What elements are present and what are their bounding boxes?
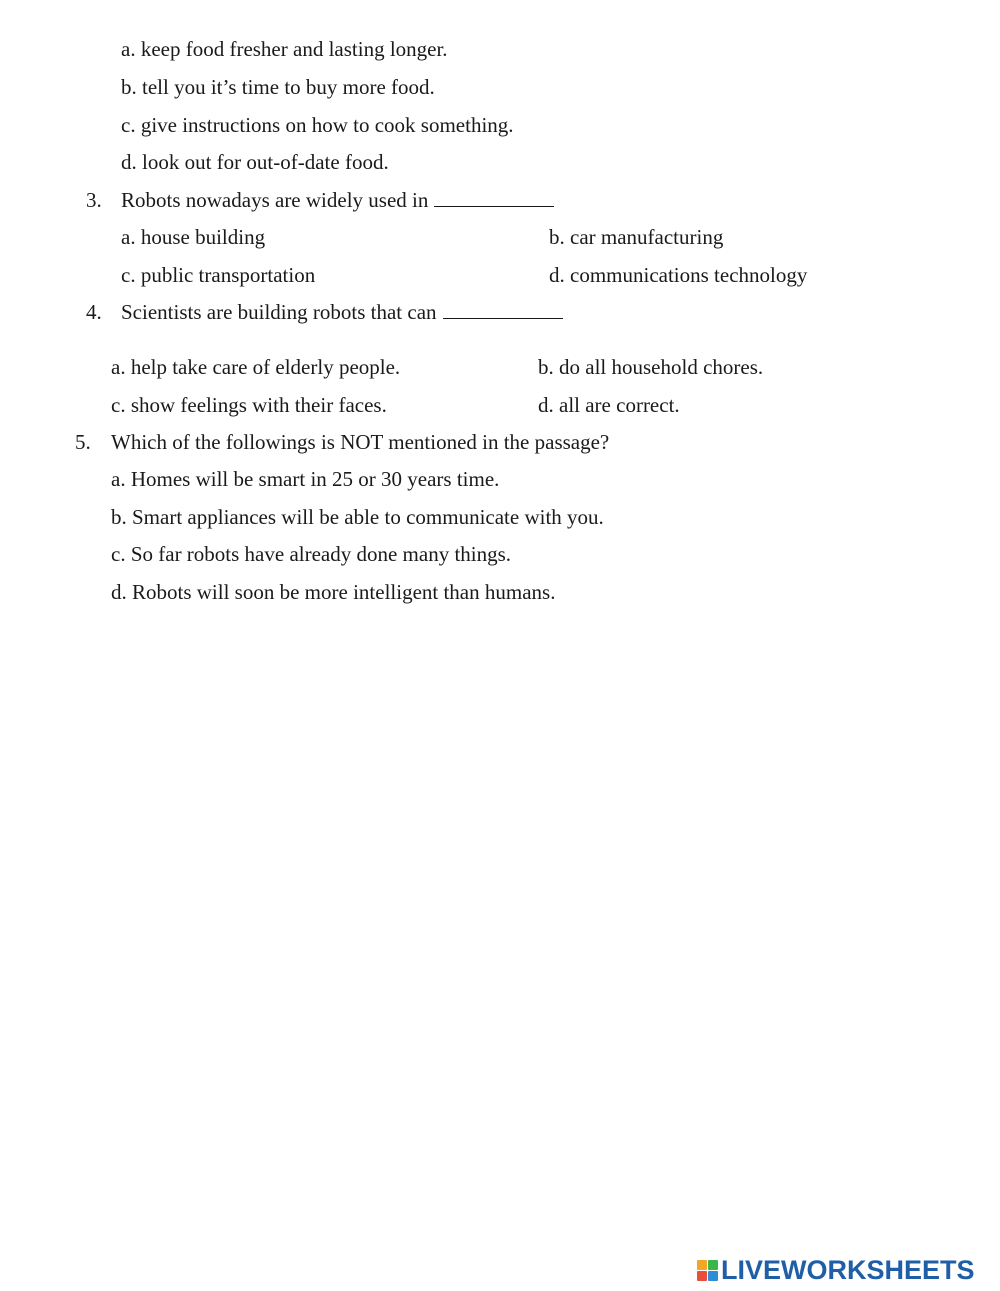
liveworksheets-logo[interactable]: [697, 1256, 975, 1284]
q4-number: 4.: [86, 300, 102, 324]
q4-option-d: d. all are correct.: [538, 393, 680, 417]
q5-option-d: d. Robots will soon be more intelligent than humans.: [111, 580, 556, 604]
q4-option-a: a. help take care of elderly people.: [111, 355, 401, 379]
q5-option-b: b. Smart appliances will be able to communicate with you.: [111, 505, 604, 529]
q4-stem: Scientists are building robots that can: [121, 300, 437, 324]
q2-option-c: c. give instructions on how to cook something.: [121, 113, 514, 137]
q2-option-d: d. look out for out-of-date food.: [121, 150, 389, 174]
liveworksheets-logo-text: LIVEWORKSHEETS: [721, 1254, 975, 1285]
q2-option-b: b. tell you it’s time to buy more food.: [121, 75, 435, 99]
q3-option-d: d. communications technology: [549, 263, 808, 287]
q3-option-a: a. house building: [121, 225, 266, 249]
q3-answer-blank[interactable]: [434, 188, 554, 207]
q4-question: [86, 300, 563, 324]
q3-option-b: b. car manufacturing: [549, 225, 724, 249]
q5-question: [75, 430, 609, 454]
q3-number: 3.: [86, 188, 102, 212]
q4-answer-blank[interactable]: [443, 300, 563, 319]
q5-stem: Which of the followings is NOT mentioned in the passage?: [111, 430, 610, 454]
liveworksheets-logo-icon: [697, 1260, 718, 1281]
q5-option-a: a. Homes will be smart in 25 or 30 years time.: [111, 467, 500, 491]
q4-option-b: b. do all household chores.: [538, 355, 764, 379]
q3-stem: Robots nowadays are widely used in: [121, 188, 429, 212]
q5-option-c: c. So far robots have already done many things.: [111, 542, 512, 566]
q4-option-c: c. show feelings with their faces.: [111, 393, 387, 417]
q5-number: 5.: [75, 430, 91, 454]
q3-question: [86, 188, 554, 212]
q2-option-a: a. keep food fresher and lasting longer.: [121, 37, 448, 61]
q3-option-c: c. public transportation: [121, 263, 316, 287]
